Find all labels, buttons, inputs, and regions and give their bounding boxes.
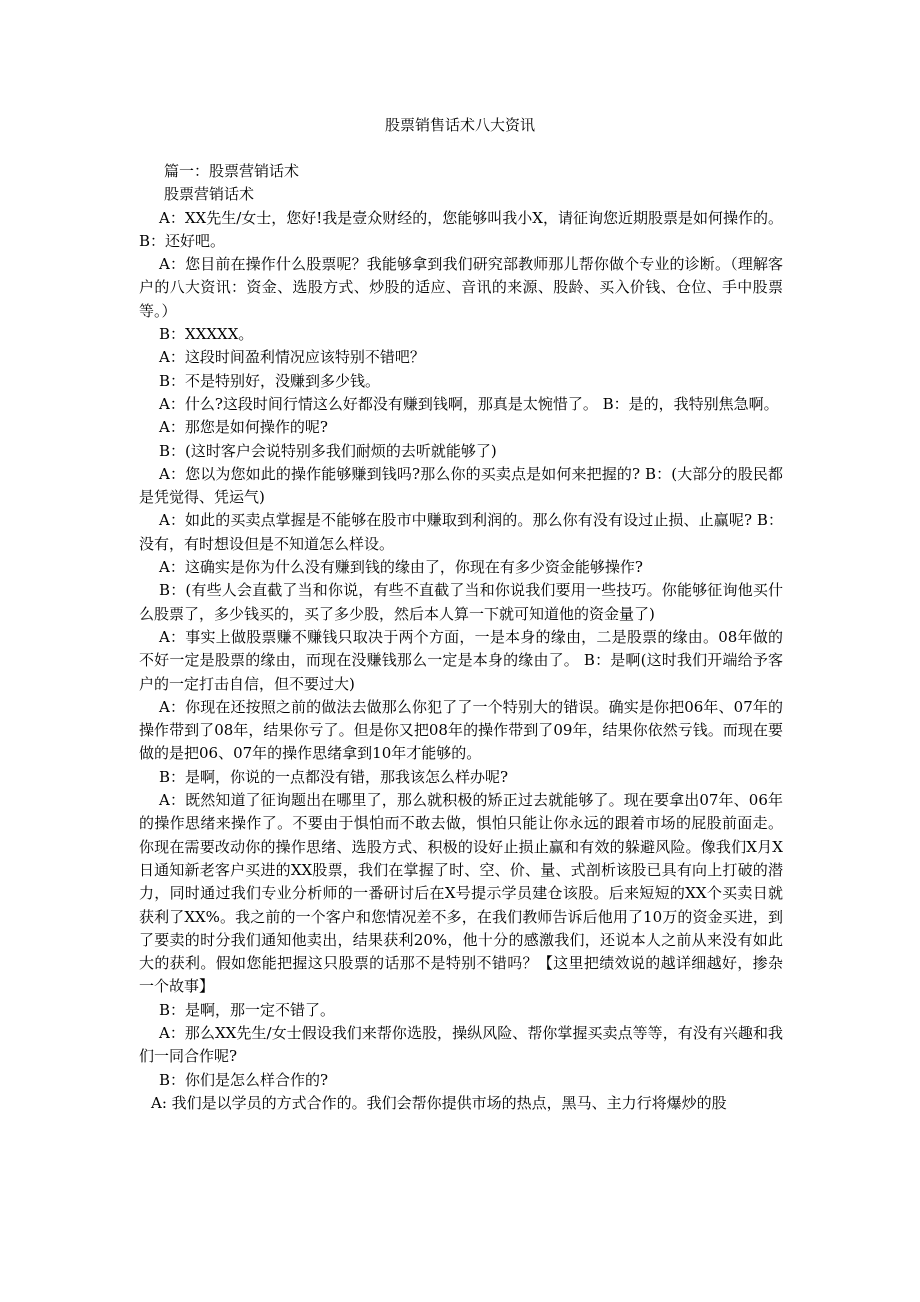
dialogue-paragraph: A：如此的买卖点掌握是不能够在股市中赚取到利润的。那么你有没有设过止损、止赢呢? B：没有，有时想设但是不知道怎么样设。 — [139, 511, 783, 553]
dialogue-paragraph: A：XX先生/女士，您好!我是壹众财经的，您能够叫我小X，请征询您近期股票是如何操作的。 B：还好吧。 — [139, 208, 783, 250]
dialogue-paragraph: B：(这时客户会说特别多我们耐烦的去听就能够了) — [159, 441, 497, 460]
document-title: 股票销售话术八大资讯 — [384, 116, 535, 134]
dialogue-paragraph: B：XXXXX。 — [159, 325, 254, 344]
dialogue-paragraph: B：你们是怎么样合作的? — [159, 1070, 329, 1089]
dialogue-paragraph: A：事实上做股票赚不赚钱只取决于两个方面，一是本身的缘由，二是股票的缘由。08年做的不好一定是股票的缘由，而现在没赚钱那么一定是本身的缘由了。 B：是啊(这时我们开端给予客户的一定打击自信，但不要过大) — [139, 627, 783, 693]
dialogue-paragraph: A：这段时间盈利情况应该特别不错吧？ — [159, 348, 425, 367]
section-subheading: 股票营销话术 — [164, 185, 255, 204]
dialogue-paragraph: B：不是特别好，没赚到多少钱。 — [159, 371, 381, 390]
section-heading: 篇一：股票营销话术 — [164, 162, 300, 180]
dialogue-paragraph: A：这确实是你为什么没有赚到钱的缘由了，你现在有多少资金能够操作? — [159, 558, 643, 577]
dialogue-paragraph: A：您目前在操作什么股票呢？我能够拿到我们研究部教师那儿帮你做个专业的诊断。（理解客户的八大资讯：资金、选股方式、炒股的适应、音讯的来源、股龄、买入价钱、仓位、手中股票等。） — [139, 255, 783, 320]
dialogue-paragraph: A：既然知道了征询题出在哪里了，那么就积极的矫正过去就能够了。现在要拿出07年、06年的操作思绪来操作了。不要由于惧怕而不敢去做，惧怕只能让你永远的跟着市场的屁股前面走。你现在需要改动你的操作思绪、选股方式、积极的设好止损止赢和有效的躲避风险。像我们X月X日通知新老客户买进的XX股票，我们在掌握了时、空、价、量、式剖析该股已具有向上打破的潜力，同时通过我们专业分析师的一番研讨后在X号提示学员建仓该股。后来短短的XX个买卖日就获利了XX%。我之前的一个客户和您情况差不多，在我们教师告诉后他用了10万的资金买进，到了要卖的时分我们通知他卖出，结果获利20%，他十分的感激我们，还说本人之前从来没有如此大的获利。假如您能把握这只股票的话那不是特别不错吗？【这里把绩效说的越详细越好，掺杂一个故事】 — [139, 791, 783, 996]
document-body — [139, 160, 783, 1115]
dialogue-paragraph: B：是啊，那一定不错了。 — [159, 1000, 336, 1019]
dialogue-paragraph: A：那么XX先生/女士假设我们来帮你选股，操纵风险、帮你掌握买卖点等等，有没有兴趣和我们一同合作呢? — [139, 1023, 783, 1066]
dialogue-paragraph: B：是啊，你说的一点都没有错，那我该怎么样办呢? — [159, 767, 509, 786]
dialogue-paragraph: A：什么?这段时间行情这么好都没有赚到钱啊，那真是太惋惜了。 B：是的，我特别焦急啊。 — [159, 394, 779, 413]
dialogue-paragraph: B：(有些人会直截了当和你说，有些不直截了当和你说我们要用一些技巧。你能够征询他买什么股票了，多少钱买的，买了多少股，然后本人算一下就可知道他的资金量了) — [139, 581, 783, 623]
dialogue-paragraph: A：您以为您如此的操作能够赚到钱吗?那么你的买卖点是如何来把握的? B：(大部分的股民都是凭觉得、凭运气) — [139, 464, 783, 507]
dialogue-paragraph: A: 我们是以学员的方式合作的。我们会帮你提供市场的热点，黑马、主力行将爆炒的股 — [151, 1093, 727, 1112]
dialogue-paragraph: A：你现在还按照之前的做法去做那么你犯了了一个特别大的错误。确实是你把06年、07年的操作带到了08年，结果你亏了。但是你又把08年的操作带到了09年，结果你依然亏钱。而现在要做的是把06、07年的操作思绪拿到10年才能够的。 — [139, 697, 783, 763]
dialogue-paragraph: A：那您是如何操作的呢? — [159, 418, 328, 437]
